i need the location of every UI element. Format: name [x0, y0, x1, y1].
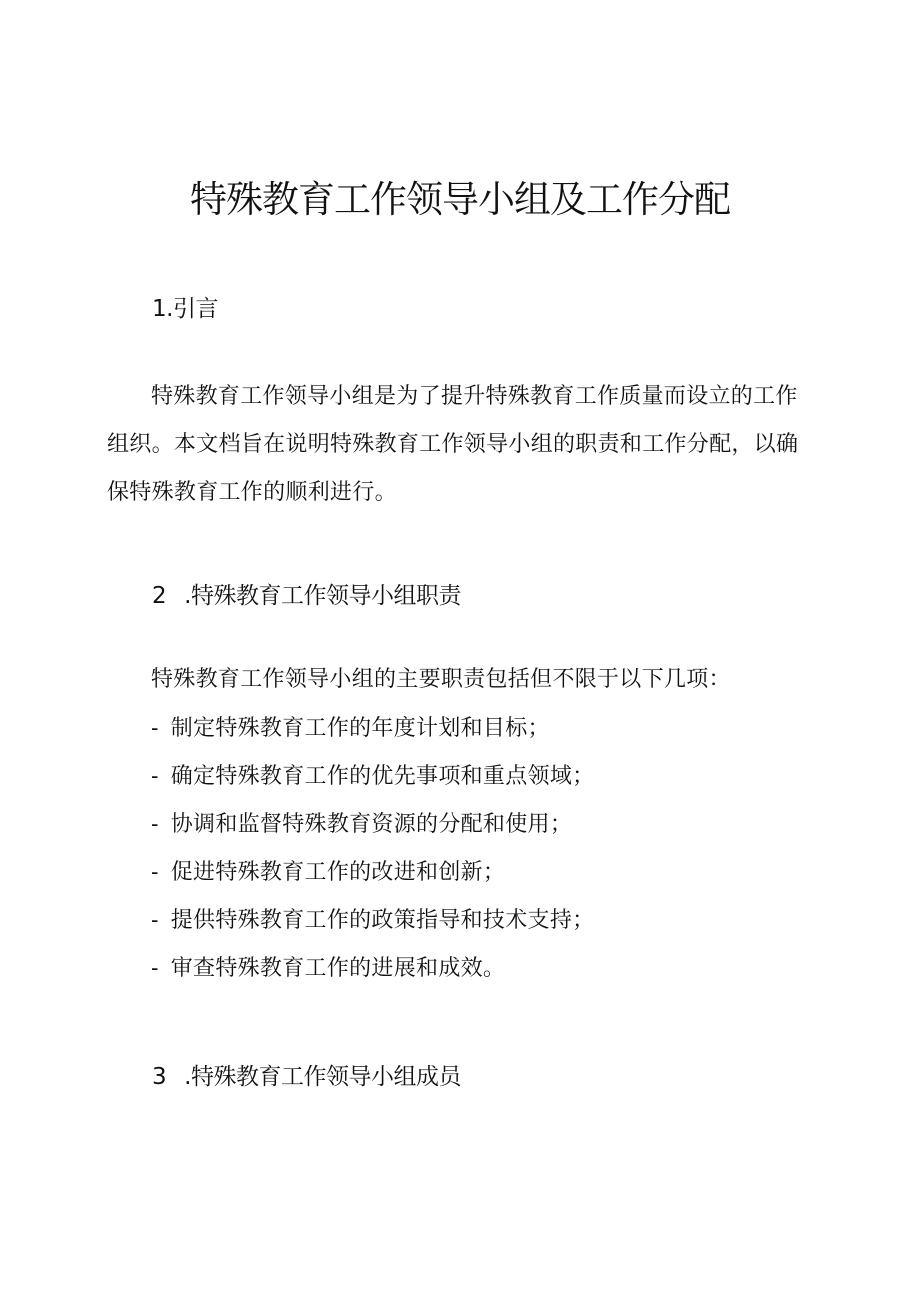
list-item-text: 协调和监督特殊教育资源的分配和使用； — [170, 812, 573, 837]
section-heading-introduction — [152, 293, 218, 325]
list-item — [151, 953, 505, 985]
list-item — [151, 713, 550, 745]
list-item-text: 提供特殊教育工作的政策指导和技术支持； — [170, 908, 595, 933]
list-marker: - — [151, 812, 159, 837]
section-heading-responsibilities — [152, 580, 461, 612]
list-marker: - — [151, 908, 159, 933]
section-title: 引言 — [172, 296, 218, 322]
list-item — [151, 905, 594, 937]
list-item — [151, 761, 594, 793]
section-title: .特殊教育工作领导小组成员 — [184, 1064, 461, 1090]
list-item-text: 审查特殊教育工作的进展和成效。 — [170, 956, 506, 981]
section-number: 2 — [152, 583, 167, 609]
section-title: .特殊教育工作领导小组职责 — [184, 583, 461, 609]
introduction-paragraph: 特殊教育工作领导小组是为了提升特殊教育工作质量而设立的工作组织。本文档旨在说明特殊教育工作领导小组的职责和工作分配，以确保特殊教育工作的顺利进行。 — [107, 384, 799, 505]
list-marker: - — [151, 716, 159, 741]
section-heading-members — [152, 1061, 461, 1093]
document-title: 特殊教育工作领导小组及工作分配 — [190, 178, 730, 221]
list-item-text: 促进特殊教育工作的改进和创新； — [170, 860, 506, 885]
list-marker: - — [151, 860, 159, 885]
section-number: 1. — [152, 296, 173, 322]
section-number: 3 — [152, 1064, 167, 1090]
list-item — [151, 857, 505, 889]
list-item-text: 制定特殊教育工作的年度计划和目标； — [170, 716, 550, 741]
responsibilities-intro: 特殊教育工作领导小组的主要职责包括但不限于以下几项： — [151, 667, 731, 692]
list-marker: - — [151, 764, 159, 789]
list-item-text: 确定特殊教育工作的优先事项和重点领域； — [170, 764, 595, 789]
list-item — [151, 809, 572, 841]
list-marker: - — [151, 956, 159, 981]
